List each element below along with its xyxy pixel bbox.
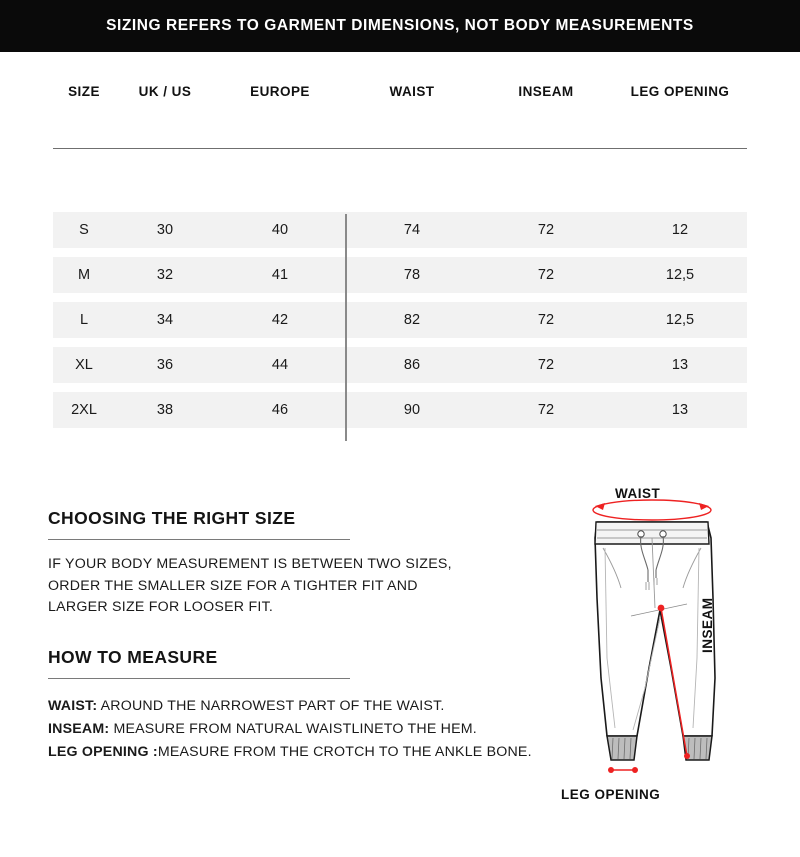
header-divider: [53, 148, 747, 149]
measure-desc: AROUND THE NARROWEST PART OF THE WAIST.: [97, 697, 445, 714]
cell-leg-opening: 12,5: [665, 312, 695, 328]
header-banner: [0, 0, 800, 52]
cell-size: L: [79, 312, 89, 328]
table-row: [53, 302, 747, 338]
how-to-measure-title: HOW TO MEASURE: [48, 646, 218, 667]
cell-inseam: 72: [537, 402, 555, 418]
column-header-uk-us: UK / US: [138, 83, 192, 99]
cell-size: S: [79, 222, 89, 238]
cell-inseam: 72: [537, 222, 555, 238]
cell-inseam: 72: [537, 312, 555, 328]
measure-term: LEG OPENING :: [48, 743, 158, 760]
table-header: [53, 52, 747, 114]
choosing-line: ORDER THE SMALLER SIZE FOR A TIGHTER FIT AND: [48, 577, 418, 594]
table-row: [53, 257, 747, 293]
how-to-measure-section: [48, 646, 532, 764]
cell-leg-opening: 13: [671, 402, 689, 418]
waist-measure-arrow: [593, 500, 711, 520]
measure-item-leg-opening: [48, 741, 532, 764]
choosing-right-size-section: [48, 508, 518, 619]
leg-opening-point-right: [632, 767, 638, 773]
cell-uk-us: 30: [156, 222, 174, 238]
measure-term: INSEAM:: [48, 720, 110, 737]
size-table: [0, 52, 800, 452]
cell-uk-us: 38: [156, 402, 174, 418]
cell-europe: 41: [271, 267, 289, 283]
column-header-leg-opening: LEG OPENING: [630, 83, 730, 99]
inseam-point-ankle: [684, 753, 690, 759]
cell-uk-us: 32: [156, 267, 174, 283]
cell-waist: 82: [403, 312, 421, 328]
diagram-label-inseam: INSEAM: [700, 597, 715, 653]
table-row: [53, 392, 747, 428]
cell-europe: 46: [271, 402, 289, 418]
cell-waist: 86: [403, 357, 421, 373]
choosing-title: CHOOSING THE RIGHT SIZE: [48, 508, 296, 528]
cell-size: M: [77, 267, 91, 283]
measure-item-inseam: [48, 718, 518, 741]
diagram-label-leg-opening: LEG OPENING: [561, 787, 661, 802]
how-to-measure-divider: [48, 678, 350, 679]
column-header-waist: WAIST: [389, 83, 435, 99]
column-header-inseam: INSEAM: [518, 83, 574, 99]
pants-outline: [595, 522, 715, 736]
sweatpants-illustration: [545, 478, 800, 788]
table-body: [53, 212, 747, 437]
column-header-size: SIZE: [68, 83, 100, 99]
leg-opening-point-left: [608, 767, 614, 773]
cell-europe: 42: [271, 312, 289, 328]
table-vertical-divider: [345, 214, 347, 441]
cell-leg-opening: 12,5: [665, 267, 695, 283]
table-row: [53, 212, 747, 248]
choosing-line: LARGER SIZE FOR LOOSER FIT.: [48, 599, 274, 615]
measure-item-waist: [48, 695, 518, 718]
table-header-row: [53, 52, 747, 114]
table-row: [53, 347, 747, 383]
waist-arrow-right: [699, 503, 709, 510]
inseam-point-crotch: [658, 605, 665, 612]
diagram-label-waist: WAIST: [615, 486, 661, 501]
banner-title: SIZING REFERS TO GARMENT DIMENSIONS, NOT BODY MEASUREMENTS: [106, 17, 694, 34]
cell-uk-us: 34: [156, 312, 174, 328]
waist-arrow-left: [595, 503, 605, 510]
cell-size: XL: [75, 357, 93, 373]
choosing-divider: [48, 539, 350, 540]
cell-europe: 44: [271, 357, 289, 373]
measure-desc: MEASURE FROM THE CROTCH TO THE ANKLE BONE.: [157, 743, 532, 760]
cell-europe: 40: [271, 222, 289, 238]
column-header-europe: EUROPE: [250, 83, 310, 99]
cuff-left: [607, 736, 637, 760]
info-sections: [48, 508, 532, 764]
cell-leg-opening: 13: [671, 357, 689, 373]
cell-uk-us: 36: [156, 357, 174, 373]
cell-size: 2XL: [71, 402, 97, 418]
cell-waist: 90: [403, 402, 421, 418]
cell-leg-opening: 12: [671, 222, 689, 238]
choosing-line: IF YOUR BODY MEASUREMENT IS BETWEEN TWO SIZES,: [48, 556, 452, 572]
cell-inseam: 72: [537, 357, 555, 373]
measure-desc: MEASURE FROM NATURAL WAISTLINETO THE HEM.: [109, 720, 477, 737]
cell-inseam: 72: [537, 267, 555, 283]
cell-waist: 74: [403, 222, 421, 238]
measure-term: WAIST:: [48, 697, 98, 714]
cell-waist: 78: [403, 267, 421, 283]
sweatpants-diagram: [545, 478, 800, 818]
